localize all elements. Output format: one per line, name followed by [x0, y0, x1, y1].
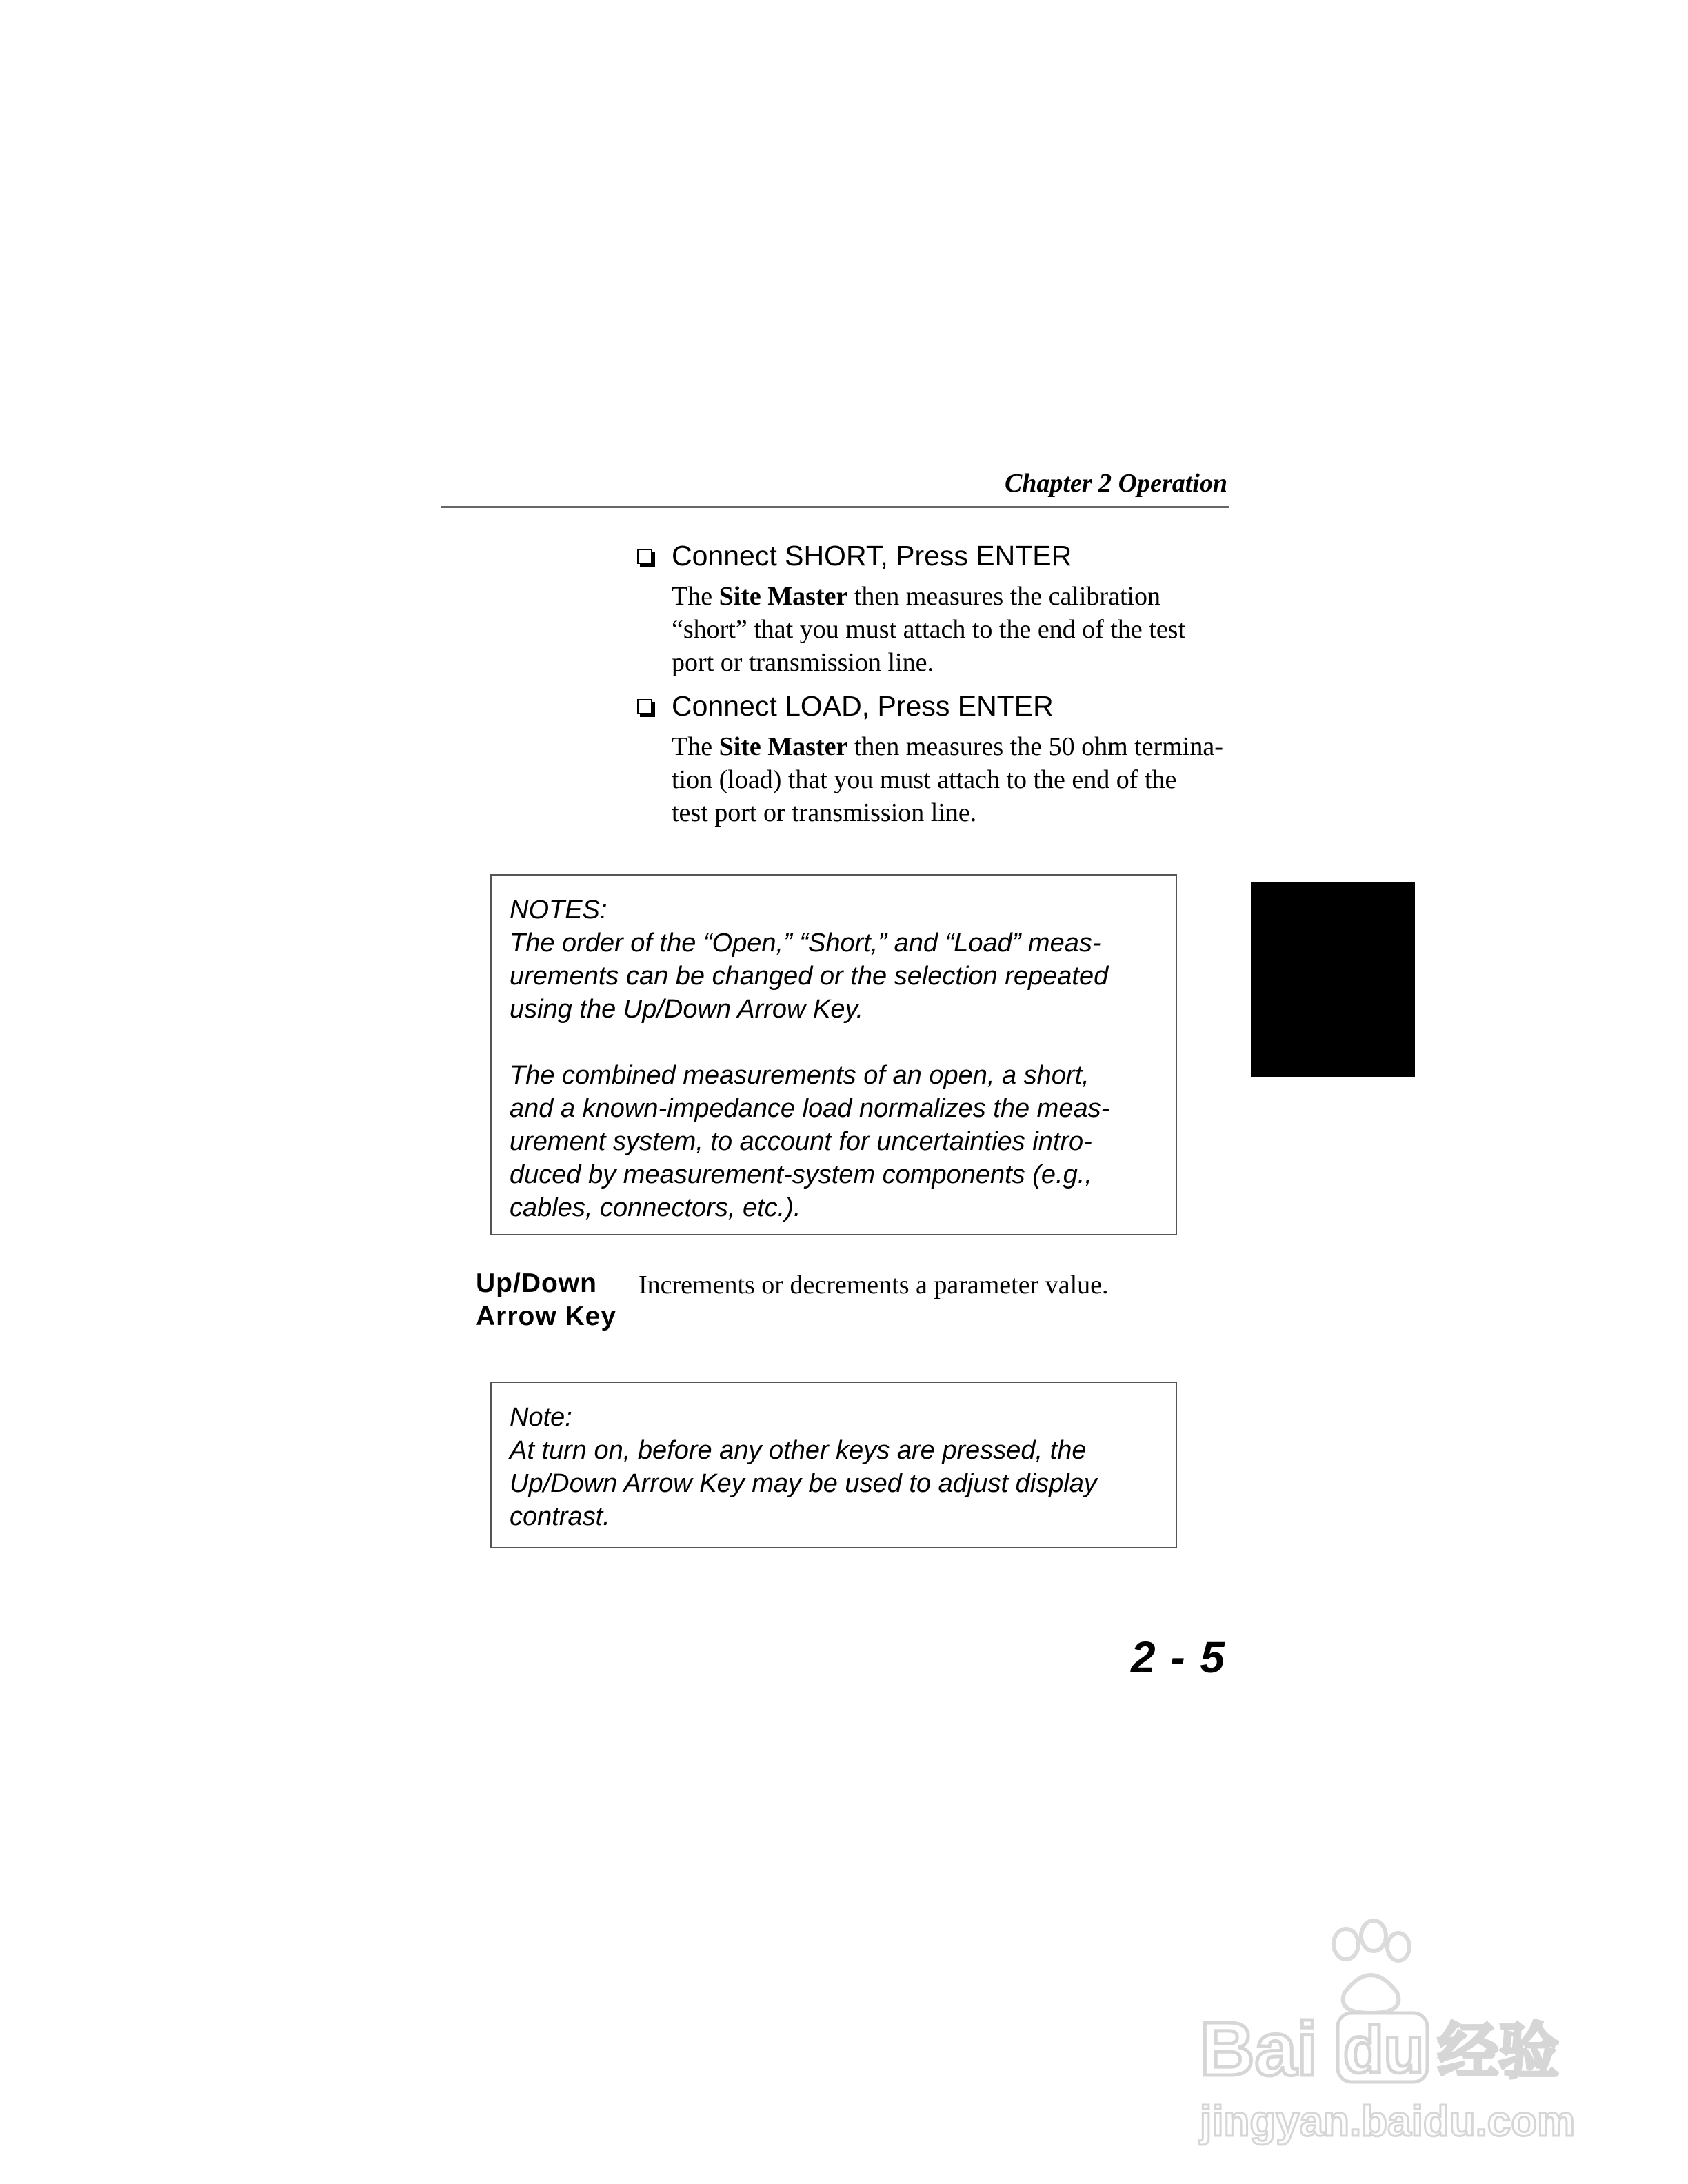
term-line: Arrow Key — [476, 1302, 617, 1331]
note-line: Up/Down Arrow Key may be used to adjust display — [510, 1469, 1097, 1498]
text: then measures the calibration — [847, 582, 1161, 611]
note-line: contrast. — [510, 1502, 610, 1531]
text: then measures the 50 ohm termina- — [847, 732, 1223, 761]
step-heading — [637, 542, 1258, 570]
notes-line: cables, connectors, etc.). — [510, 1193, 801, 1222]
text: The — [672, 582, 719, 611]
term-line: Up/Down — [476, 1268, 597, 1298]
step-body — [672, 580, 1258, 679]
step-body-line: test port or transmission line. — [672, 798, 977, 827]
notes-title: NOTES: — [510, 896, 607, 924]
notes-line: The order of the “Open,” “Short,” and “Load” meas- — [510, 929, 1101, 958]
step-heading — [637, 692, 1258, 720]
svg-text:jingyan.baidu.com: jingyan.baidu.com — [1200, 2098, 1576, 2145]
note-line: At turn on, before any other keys are pressed, the — [510, 1436, 1087, 1465]
step-connect-short — [637, 542, 1258, 679]
notes-line: and a known-impedance load normalizes the meas- — [510, 1094, 1110, 1123]
checkbox-icon — [637, 549, 652, 564]
svg-text:du: du — [1343, 2013, 1425, 2087]
step-body-line: “short” that you must attach to the end of the test — [672, 615, 1186, 644]
product-name: Site Master — [719, 582, 848, 611]
svg-text:经验: 经验 — [1438, 2016, 1560, 2087]
chapter-header: Chapter 2 Operation — [1004, 469, 1227, 498]
notes-line: urements can be changed or the selection repeated — [510, 962, 1109, 991]
step-body — [672, 730, 1258, 829]
baidu-watermark-logo — [1186, 1917, 1586, 2151]
step-heading-text: Connect SHORT, Press ENTER — [672, 540, 1072, 572]
notes-line: duced by measurement-system components (e.g., — [510, 1160, 1092, 1189]
note-title: Note: — [510, 1403, 572, 1432]
notes-line: urement system, to account for uncertainties intro- — [510, 1127, 1092, 1156]
step-connect-load — [637, 692, 1258, 829]
step-heading-text: Connect LOAD, Press ENTER — [672, 690, 1054, 722]
paragraph-gap — [510, 1026, 1158, 1059]
svg-text:Bai: Bai — [1200, 2007, 1318, 2092]
note-box — [490, 1382, 1177, 1548]
definition-term — [476, 1267, 616, 1333]
step-body-line: port or transmission line. — [672, 648, 934, 677]
chapter-tab-marker — [1251, 882, 1415, 1077]
notes-box — [490, 874, 1177, 1235]
checkbox-icon — [637, 699, 652, 714]
text: The — [672, 732, 719, 761]
step-body-line: tion (load) that you must attach to the end of the — [672, 765, 1177, 794]
notes-line: using the Up/Down Arrow Key. — [510, 995, 864, 1024]
product-name: Site Master — [719, 732, 848, 761]
step-body-line — [672, 730, 1258, 763]
notes-line: The combined measurements of an open, a short, — [510, 1061, 1089, 1090]
page-number: 2 - 5 — [1130, 1632, 1226, 1682]
definition-description: Increments or decrements a parameter value. — [639, 1271, 1109, 1300]
step-body-line — [672, 580, 1258, 613]
header-rule — [441, 506, 1229, 508]
